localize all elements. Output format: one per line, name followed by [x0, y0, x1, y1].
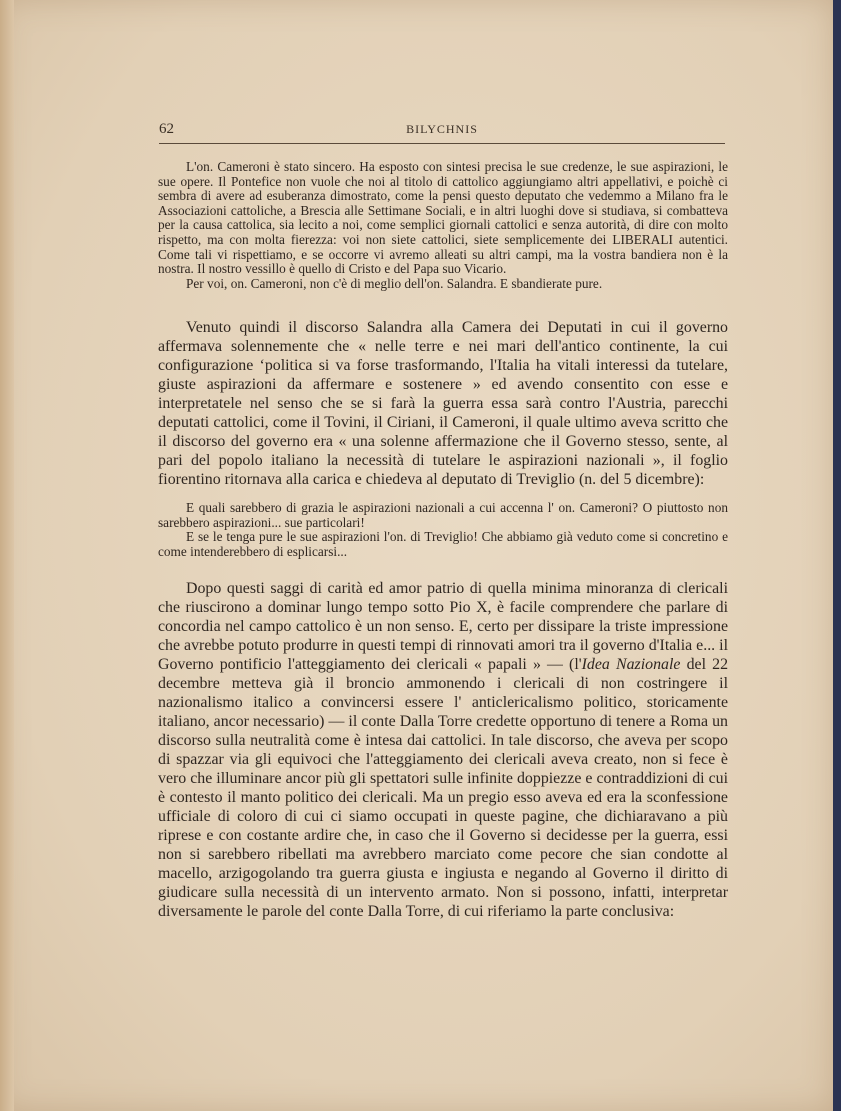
paragraph: Per voi, on. Cameroni, non c'è di meglio dell'on. Salandra. E sbandierate pure. — [186, 275, 603, 291]
paragraph: L'on. Cameroni è stato sincero. Ha esposto con sintesi precisa le sue credenze, le sue aspirazioni, le sue opere. Il Pontefice non vuole che noi al titolo di cattolico aggiungiamo altri appellativi, e poichè ci sembra di avere ad esuberanza dimostrato, come la pensi questo deputato che vedemmo a Milano fra le Associazioni cattoliche, a Brescia alle Settimane Sociali, e in altri luoghi dove si studiava, si combatteva per la causa cattolica, sia lecito a noi, come semplici giornali cattolici e senza autorità, di dire con molto rispetto, ma con molta fierezza: voi non siete cattolici, siete semplicemente dei LIBERALI autentici. Come tali vi rispettiamo, e se occorre vi avremo alleati su altri campi, ma la vostra bandiera non è la nostra. Il nostro vessillo è quello di Cristo e del Papa suo Vicario. — [158, 159, 728, 277]
paragraph: E quali sarebbero di grazia le aspirazioni nazionali a cui accenna l' on. Cameroni? O piuttosto non sarebbero aspirazioni... sue particolari! — [158, 500, 728, 530]
italic-title: Idea Nazionale — [581, 656, 681, 673]
page-edge — [0, 0, 14, 1111]
body-paragraph-salandra — [158, 318, 728, 489]
running-title: BILYCHNIS — [406, 122, 478, 136]
quoted-block-treviglio — [158, 501, 728, 559]
text-run: Dopo questi saggi di carità ed amor patrio di quella minima minoranza di clericali che riuscirono a dominar lungo tempo sotto Pio X, è facile comprendere che parlare di concordia nel campo cattolico è un non senso. E, certo per dissipare la triste impressione che avrebbe potuto produrre in questi tempi di rinnovati amori tra il governo d'Italia e... il Governo pontificio l'atteggiamento dei clericali « papali » — (l' — [158, 580, 728, 673]
page-number: 62 — [159, 121, 174, 137]
quoted-block-cameroni — [158, 160, 728, 291]
paragraph — [158, 579, 728, 921]
paragraph: Venuto quindi il discorso Salandra alla Camera dei Deputati in cui il governo affermava solennemente che « nelle terre e nei mari dell'antico continente, la cui configurazione ʻpolitica si va forse trasformando, l'Italia ha vitali interessi da tutelare, giuste aspirazioni da affermare e sostenere » ed avendo consentito con esse e interpretatele nel senso che se si farà la guerra essa sarà contro l'Austria, parecchi deputati cattolici, come il Tovini, il Ciriani, il Cameroni, il quale ultimo aveva scritto che il discorso del governo era « una solenne affermazione che il Governo stesso, sente, al pari del popolo italiano la necessità di tutelare le aspirazioni nazionali », il foglio fiorentino ritornava alla carica e chiedeva al deputato di Treviglio (n. del 5 dicembre): — [158, 319, 728, 488]
paragraph: E se le tenga pure le sue aspirazioni l'on. di Treviglio! Che abbiamo già veduto come si concretino e come intenderebbero di esplicarsi... — [158, 529, 728, 559]
body-paragraph-dalla-torre — [158, 579, 728, 921]
text-run: del 22 decembre metteva già il broncio ammonendo i clericali di non costringere il nazionalismo italico a convincersi essere l' anticlericalismo politico, storicamente italiano, ancor necessario) — il conte Dalla Torre credette opportuno di tenere a Roma un discorso sulla neutralità come è intesa dai cattolici. In tale discorso, che aveva per scopo di spazzar via gli equivoci che l'atteggiamento dei clericali aveva creato, non si fece è vero che illuminare ancor più gli spettatori sulle infinite doppiezze e contraddizioni di cui è contesto il manto politico dei clericali. Ma un pregio esso aveva ed era la sconfessione ufficiale di coloro di cui ci siamo occupati in queste pagine, che dichiaravano a più riprese e con costante ardire che, in caso che il Governo si decidesse per la guerra, essi non si sarebbero ribellati ma avrebbero marciato come pecore che sian condotte al macello, arzigogolando tra guerra giusta e ingiusta e negando al Governo il diritto di giudicare sulla necessità di un intervento armato. Non si possono, infatti, interpretar diversamente le parole del conte Dalla Torre, di cui riferiamo la parte conclusiva: — [158, 656, 729, 920]
page-header — [159, 121, 725, 144]
